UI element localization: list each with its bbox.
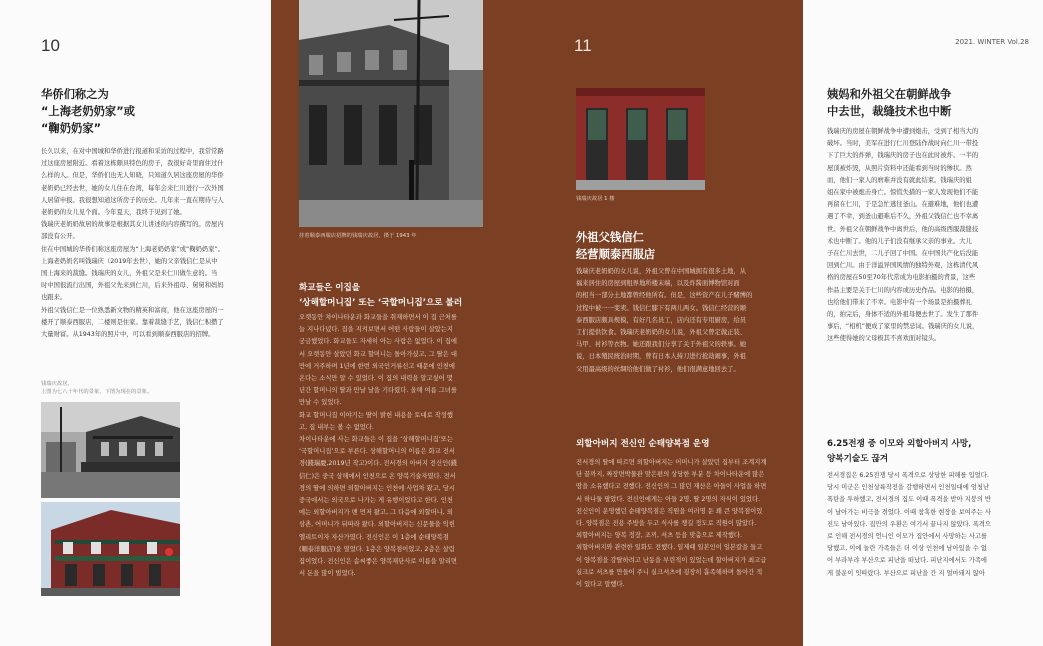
- left-page-body: 长久以来，在对中国城和华侨进行报道和采访的过程中，我常常路 过这座房屋附近。看着这栋颇具特色的房子，我很好奇里面住过什 么样的人。但是，华侨们也无人知晓，只知道久居这座房屋的华侨 老奶奶已经去世，她的女儿住在台湾，每年会来仁川进行一次外国 人居留申报。我很想知道这所房子的历史。几年来一直在期待与人 老奶奶的女儿见个面。今年夏天，我终于见到了她。 钱瑞庆老奶奶故居的故事是根据其女儿讲述的内容撰写的。房屋内 部没有公开。 住在中国城的华侨们称这座房屋为“上海老奶奶家”或“鞠奶奶家”。 上海老奶奶名叫钱瑞庆（2019年去世），她的父亲钱信仁是从中 国上海来的裁缝。钱瑞庆的女儿，外祖父是来仁川做生意的。当 时中国很流行出国，外祖父先来到仁川，后来外祖母、舅舅和妈妈 也跟来。 外祖父钱信仁是一位熟悉新文物的精英和富商，他在这座房屋的一 楼开了顺泰西服店，二楼则是住家。靠着裁缝手艺，钱信仁积攒了 大量财富。从1943年的照片中，可以看到顺泰西服店的招牌。: [41, 148, 225, 339]
- house-1943-photo: [299, 0, 483, 227]
- house-old-photo: [41, 402, 180, 498]
- house-current-photo: [41, 502, 180, 596]
- photo-caption-1943: 挂着顺泰西服店招牌的钱瑞庆故居，摄于 1943 年: [299, 233, 417, 239]
- left-photo-caption: 钱瑞庆故居。 上图为七八十年代的景象，下图为现在的景象。: [41, 381, 153, 395]
- korean-heading-left: 화교들은 이집을 ‘상해할머니집’ 또는 ‘국할머니집’으로 불러: [299, 283, 463, 308]
- right-page-body: 钱瑞庆的房屋在朝鲜战争中遭到炮击，受到了相当大的 破坏。当时，美军在进行仁川登陆作战时向仁川一带投 下了巨大的炸弹，钱瑞庆的房子也在此时被炸。一半的 屋顶被炸毁，从照片资料中还能看到当时的惨状。然 而，他们一家人的磨难并没有就此结束。钱瑞庆的姐 姐在家中被炮击身亡。惊慌失措的一家人发现他们不能 再留在仁川，于是急忙逃往釜山。在避难地，他们也遭 遇了不幸，到釜山避难后不久，外祖父钱信仁也不幸离 世。外祖父在朝鲜战争中离世后，他的高级西服裁缝技 术也中断了。他的儿子们没有继承父亲的事业。大儿 子在仁川去世，二儿子回了中国。在中国共产化后没能 回到仁川。由于洋溢异国风情的独特外观，这栋清代风 格的房屋在50至70年代常成为电影拍摄的背景，这些 作品主要是关于仁川的内容或历史作品。电影的拍摄， 也给他们带来了不幸。电影中有一个场景是拍摄葬礼 的，拍完后，身体不适的外祖母便去世了。发生了那件 事后，“相机”便成了家里的禁忌词。钱瑞庆的女儿说， 这些使得她的父母极其不喜欢面对镜头。: [827, 128, 979, 343]
- right-page-title: 姨妈和外祖父在朝鲜战争 中去世，裁缝技术也中断: [827, 88, 952, 118]
- brown-left-column: [271, 0, 543, 646]
- right-page: [803, 0, 1043, 646]
- page-number-right: 11: [574, 36, 592, 55]
- chinese-body-mid: 钱瑞庆老奶奶的女儿说，外祖父曾在中国城拥有很多土地，从 福来居住的房屋到租界地所楼末端，以及炸酱面博物馆对面 的相当一部分土地都曾经他所有。但是，这些资产在儿子赌博的 过程中被一一变卖。钱信仁膝下有两儿两女。钱信仁经营的顺 泰西服店颇具规模，有好几名员工，店内还有专用厨房，给员 工们提供饮食。钱瑞庆老奶奶的女儿说，外祖父曾定做正装、 马甲、衬衫等衣物。她还跟我们分享了关于外祖父的轶事。她 说，日本殖民统治时期，曾有日本人持刀进行抢劫闹事，外祖 父用最高级的丝绸给他们做了衬衫，他们很满意地回去了。: [576, 268, 753, 373]
- korean-body-right: 전서경집은 6.25전쟁 당시 폭격으로 상당한 피해를 입었다. 당시 미군은 인천상륙작전을 감행하면서 인천일대에 엄청난 폭탄을 투하했고, 전서경의 집도 이때 폭격을 받아 지붕의 반 이 날아가는 비극을 겪었다. 이때 참혹한 현장을 보여주는 사 진도 남아있다. 집안의 우환은 여기서 끝나지 않았다. 폭격으 로 인해 전서경의 언니인 이모가 집안에서 사망하는 사고를 당했고, 이에 놀란 가족들은 더 이상 인천에 남아있을 수 없 어 부라부랴 부산으로 피난을 떠났다. 피난지에서도 가족에 게 불운이 잇따랐다. 부산으로 피난을 간 지 얼마돼지 않아: [827, 472, 992, 577]
- issue-label: 2021. WINTER Vol.28: [955, 38, 1029, 46]
- house-first-floor-photo: [576, 88, 705, 190]
- left-page: [0, 0, 271, 646]
- page-number-left: 10: [41, 36, 60, 55]
- left-page-title: 华侨们称之为 “上海老奶奶家”或 “鞠奶奶家”: [41, 88, 135, 135]
- first-floor-caption: 钱瑞庆故居 1 楼: [576, 196, 615, 202]
- korean-heading-right: 6.25전쟁 중 이모와 외할아버지 사망, 양복기술도 끊겨: [827, 439, 972, 464]
- brown-right-column: [543, 0, 803, 646]
- korean-body-left: 오랫동안 차이나타운과 화교들을 취재하면서 이 집 근처를 늘 지나다녔다. 집을 지켜보면서 어떤 사람들이 살았는지 궁금했었다. 화교들도 자세히 아는 사람은 없었다. 이 집에 서 오랫동안 살았던 화교 할머니는 돌아가셨고, 그 딸은 대 만에 거주하며 1년에 한번 외국인거류신고 때문에 인천에 온다는 소식만 알 수 있었다. 이 집의 내력을 알고싶어 몇 년간 할머니의 딸과 만날 날을 기다렸다. 올해 여름 그녀를 만날 수 있었다. 화교 할머니집 이야기는 딸이 밝힌 내용을 토대로 작성했 고, 집 내부는 볼 수 없었다. 차이나타운에 사는 화교들은 이 집을 ‘상해할머니집’또는 ‘국할머니집’으로 부른다. 상해할머니의 이름은 화교 전서 경(錢瑞慶,2019년 작고)이다. 전서경의 아버지 전신인(錢 信仁)은 중국 상해에서 인천으로 온 양복기술자였다. 전서 경의 딸에 의하면 외할아버지는 인천에 사업차 왔고, 당시 중국에서는 외국으로 나가는 게 유행이었다고 한다. 인천 에는 외할아버지가 맨 먼저 왔고, 그 다음에 외할머니, 외 삼촌, 어머니가 뒤따라 왔다. 외할아버지는 신문물을 익힌 엘리트이자 자산가였다. 전신인은 이 1층에 순태양복점 (順泰洋服店)을 열었다. 1층은 양복점이었고, 2층은 살림 집이었다. 전신인은 솜씨좋은 양복재단사로 이름을 알리면 서 돈을 많이 벌었다.: [299, 314, 457, 578]
- korean-body-mid: 전서경의 딸에 따르면 외할아버지는 어머니가 살았던 집부터 조계지계 단 끝까지, 짜장면박물관 맞은편의 상당한 부분 등 차이나타운에 많은 땅을 소유했다고 전했다. 전신인의 그 많던 재산은 아들이 사업을 하면 서 하나둘 팔았다. 전신인에게는 아들 2명, 딸 2명의 자식이 있었다. 전신인이 운영했던 순태양복점은 직원을 여러명 둔 꽤 큰 양복점이었 다. 양복점은 전용 주방을 두고 식사를 챙길 정도로 직원이 많았다. 외할아버지는 양복 정장, 조끼, 셔츠 등을 맞춤으로 제작했다. 외할아버지와 관련한 일화도 전했다. 일제때 일본인이 일본칼을 들고 이 양복점을 강탈하려고 난동을 부린적이 있었는데 할아버지가 최고급 실크로 셔츠를 만들어 주니 실크셔츠에 굉장히 흡족해하며 돌아간 적 이 있다고 말했다.: [576, 459, 767, 589]
- korean-heading-mid: 외할아버지 전신인 순태양복점 운영: [576, 439, 710, 449]
- chinese-heading-mid: 外祖父钱信仁 经营顺泰西服店: [576, 231, 656, 261]
